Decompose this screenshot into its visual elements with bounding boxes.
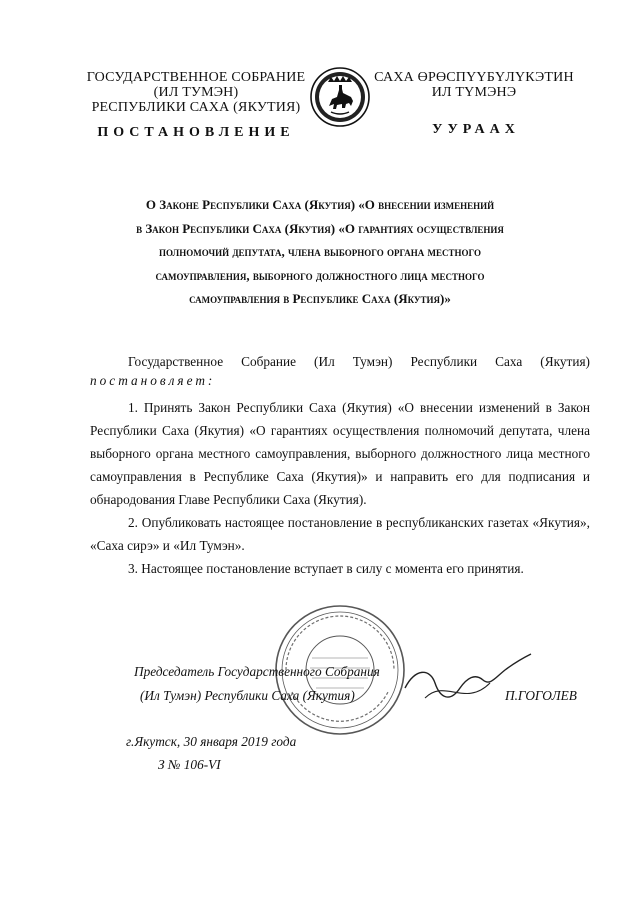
handwritten-signature-icon xyxy=(395,648,535,718)
header-right-block xyxy=(364,70,584,100)
postanovlyaet-label: постановляет: xyxy=(90,373,216,388)
item-3: 3. Настоящее постановление вступает в силу с момента его принятия. xyxy=(128,561,524,576)
document-number: З № 106-VI xyxy=(158,757,221,772)
header-left-line2: (ИЛ ТУМЭН) xyxy=(153,85,239,100)
title-line1: О Законе Республики Саха (Якутия) «О внесении изменений xyxy=(145,197,495,212)
header-left-line1: ГОСУДАРСТВЕННОЕ СОБРАНИЕ xyxy=(86,70,306,85)
title-line4: самоуправления, выборного должностного лица местного xyxy=(155,267,485,283)
document-title xyxy=(100,193,540,311)
doc-type-left: ПОСТАНОВЛЕНИЕ xyxy=(97,125,295,140)
title-line5: самоуправления в Республике Саха (Якутия)» xyxy=(189,291,451,306)
header-left-line3: РЕСПУБЛИКИ САХА (ЯКУТИЯ) xyxy=(91,100,301,115)
signatory-name: П.ГОГОЛЕВ xyxy=(505,688,577,703)
title-line3: полномочий депутата, члена выборного органа местного xyxy=(158,244,482,259)
signatory-role-line1: Председатель Государственного Собрания xyxy=(134,664,380,679)
doc-type-right: УУРААХ xyxy=(432,122,520,137)
header-right-line2: ИЛ ТҮМЭНЭ xyxy=(431,85,517,100)
item-2: 2. Опубликовать настоящее постановление в республиканских газетах «Якутия», «Саха сирэ» и «Ил Тумэн». xyxy=(90,515,590,553)
title-line2: в Закон Республики Саха (Якутия) «О гарантиях осуществления xyxy=(136,220,504,236)
item-1: 1. Принять Закон Республики Саха (Якутия) «О внесении изменений в Закон Республики Саха (Якутия) «О гарантиях осуществления полномочий депутата, члена выборного органа местного самоуправления, выборного должностного лица местного самоуправления в Республике Саха (Якутия)» и направить его для подписания и обнародования Главе Республики Саха (Якутия). xyxy=(90,400,590,507)
place-and-date: г.Якутск, 30 января 2019 года xyxy=(126,734,297,749)
intro-paragraph: Государственное Собрание (Ил Тумэн) Республики Саха (Якутия) xyxy=(128,354,590,369)
signatory-role-line2: (Ил Тумэн) Республики Саха (Якутия) xyxy=(140,688,355,703)
header-left-block xyxy=(62,70,330,115)
header-right-line1: САХА ӨРӨСПҮҮБҮЛҮКЭТИН xyxy=(374,70,574,85)
coat-of-arms-icon xyxy=(309,66,371,128)
